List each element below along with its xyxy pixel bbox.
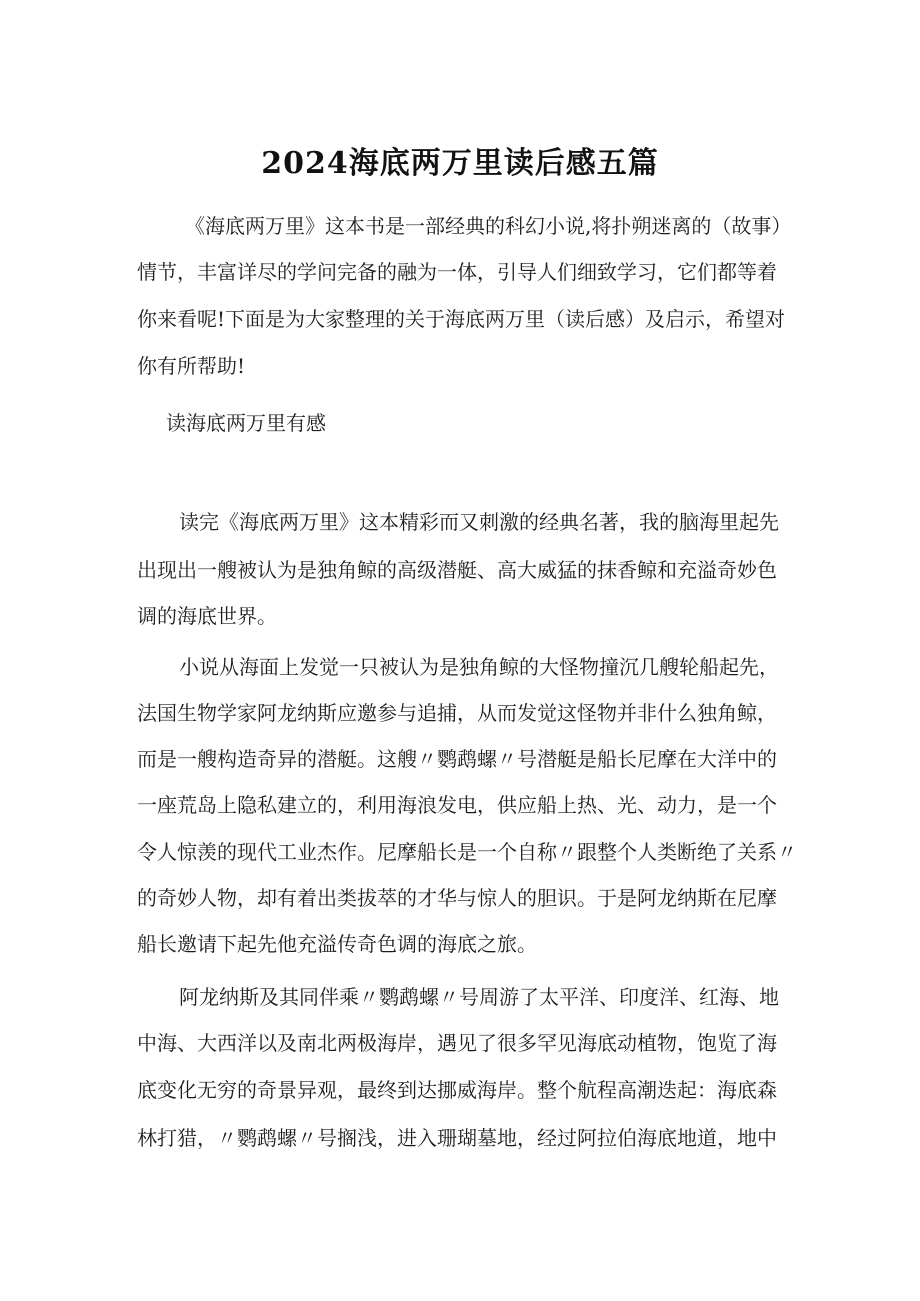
body-paragraph-line: 一座荒岛上隐私建立的，利用海浪发电，供应船上热、光、动力，是一个 xyxy=(137,793,777,817)
body-paragraph-line: 而是一艘构造奇异的潜艇。这艘〃鹦鹉螺〃号潜艇是船长尼摩在大洋中的 xyxy=(137,747,777,771)
body-paragraph-line: 读完《海底两万里》这本精彩而又刺激的经典名著，我的脑海里起先 xyxy=(179,510,779,534)
document-title: 2024海底两万里读后感五篇 xyxy=(261,146,659,181)
intro-paragraph-line: 情节，丰富详尽的学问完备的融为一体，引导人们细致学习，它们都等着 xyxy=(137,260,777,284)
body-paragraph-line: 阿龙纳斯及其同伴乘〃鹦鹉螺〃号周游了太平洋、印度洋、红海、地 xyxy=(179,985,779,1009)
body-paragraph-line: 底变化无穷的奇景异观，最终到达挪威海岸。整个航程高潮迭起：海底森 xyxy=(137,1078,777,1102)
body-paragraph-line: 小说从海面上发觉一只被认为是独角鲸的大怪物撞沉几艘轮船起先， xyxy=(179,655,779,679)
body-paragraph-line: 林打猎，〃鹦鹉螺〃号搁浅，进入珊瑚墓地，经过阿拉伯海底地道，地中 xyxy=(137,1126,777,1150)
body-paragraph-line: 中海、大西洋以及南北两极海岸，遇见了很多罕见海底动植物，饱览了海 xyxy=(137,1031,777,1055)
body-paragraph-line: 令人惊羡的现代工业杰作。尼摩船长是一个自称〃跟整个人类断绝了关系〃 xyxy=(137,840,797,864)
body-paragraph-line: 调的海底世界。 xyxy=(137,604,277,628)
body-paragraph-line: 出现出一艘被认为是独角鲸的高级潜艇、高大威猛的抹香鲸和充溢奇妙色 xyxy=(137,558,777,582)
intro-paragraph-line: 你来看呢!下面是为大家整理的关于海底两万里（读后感）及启示，希望对 xyxy=(137,307,786,331)
body-paragraph-line: 船长邀请下起先他充溢传奇色调的海底之旅。 xyxy=(137,932,537,956)
body-paragraph-line: 法国生物学家阿龙纳斯应邀参与追捕，从而发觉这怪物并非什么独角鲸， xyxy=(137,701,777,725)
intro-paragraph-line: 你有所帮助! xyxy=(137,354,246,378)
section-heading: 读海底两万里有感 xyxy=(166,411,326,435)
intro-paragraph-line: 《海底两万里》这本书是一部经典的科幻小说,将扑朔迷离的（故事） xyxy=(185,214,792,238)
body-paragraph-line: 的奇妙人物，却有着出类拔萃的才华与惊人的胆识。于是阿龙纳斯在尼摩 xyxy=(137,886,777,910)
